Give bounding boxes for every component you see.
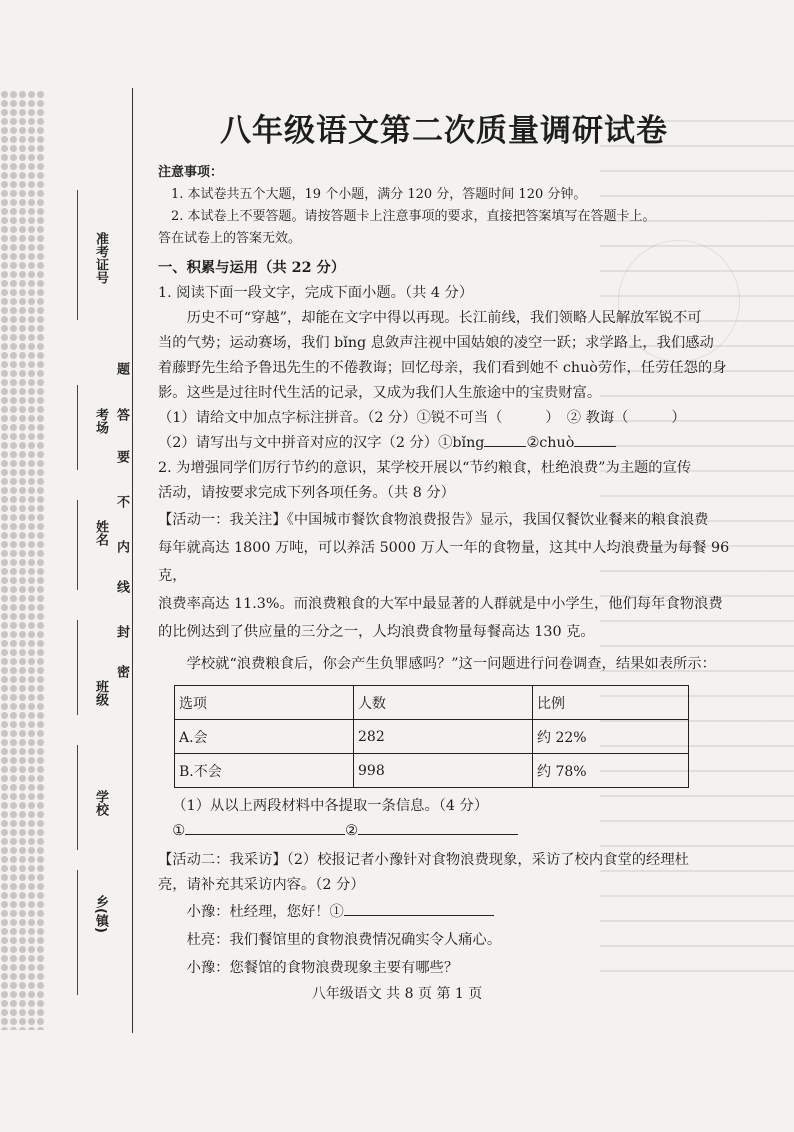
answer-marker-1: ① bbox=[172, 823, 186, 839]
notice-item-2: 2. 本试卷上不要答题。请按答题卡上注意事项的要求，直接把答案填写在答题卡上。 bbox=[171, 209, 656, 224]
table-header-cell: 比例 bbox=[533, 686, 689, 720]
table-cell: 282 bbox=[354, 720, 533, 754]
table-row bbox=[175, 720, 689, 754]
answer-blank-bing bbox=[484, 432, 526, 447]
page-footer: 八年级语文 共 8 页 第 1 页 bbox=[311, 986, 483, 1002]
q2-prompt-line-2: 活动，请按要求完成下列各项任务。（共 8 分） bbox=[158, 485, 455, 501]
activity-1-line-4: 的比例达到了供应量的三分之一，人均浪费食物量每餐高达 130 克。 bbox=[158, 624, 595, 640]
field-line-kc bbox=[77, 385, 78, 470]
activity-1-answer-lines bbox=[158, 819, 730, 844]
label-xx: 学校 bbox=[93, 790, 108, 816]
answer-blank-dialog bbox=[344, 901, 494, 916]
q1-sub-1: （1）请给文中加点字标注拼音。（2 分）①锐不可当（ ） ② 教诲（ ） bbox=[158, 410, 686, 426]
seal-char-8: 题 bbox=[114, 362, 129, 375]
q2-prompt-line-1: 2. 为增强同学们厉行节约的意识，某学校开展以“节约粮食，杜绝浪费”为主题的宣传 bbox=[158, 460, 692, 476]
seal-char-2: 封 bbox=[114, 625, 129, 638]
seal-char-4: 内 bbox=[114, 540, 129, 553]
dialog-line-2: 杜亮：我们餐馆里的食物浪费情况确实令人痛心。 bbox=[186, 932, 502, 948]
q1-sub-2-mid: ②chuò bbox=[526, 435, 575, 451]
q1-passage-line-3: 着藤野先生给予鲁迅先生的不倦教诲；回忆母亲，我们看到她不 chuò劳作，任劳任怨的身 bbox=[158, 360, 727, 376]
dialog-line-1 bbox=[158, 898, 730, 926]
table-header-cell: 选项 bbox=[175, 686, 354, 720]
activity-2-line-2: 亮，请补充其采访内容。（2 分） bbox=[158, 877, 365, 893]
q1-sub-2 bbox=[158, 431, 730, 456]
table-header-cell: 人数 bbox=[354, 686, 533, 720]
activity-1-line-3: 浪费率高达 11.3%。而浪费粮食的大军中最显著的人群就是中小学生，他们每年食物浪费 bbox=[158, 596, 723, 612]
answer-marker-2: ② bbox=[345, 823, 358, 839]
label-bj: 班级 bbox=[93, 680, 108, 706]
table-cell: 998 bbox=[354, 754, 533, 788]
dialog-line-1-text: 小豫：杜经理，您好！① bbox=[186, 904, 344, 920]
dialog-line-3: 小豫：您餐馆的食物浪费现象主要有哪些？ bbox=[186, 960, 459, 976]
seal-char-3: 线 bbox=[114, 580, 129, 593]
table-cell: B.不会 bbox=[175, 754, 354, 788]
field-line-bj bbox=[77, 620, 78, 715]
table-cell: 约 78% bbox=[533, 754, 689, 788]
notice-item-2-cont: 答在试卷上的答案无效。 bbox=[158, 231, 302, 246]
seal-char-5: 不 bbox=[114, 495, 129, 508]
field-line-xm bbox=[77, 500, 78, 590]
label-xz: 乡(镇) bbox=[93, 895, 108, 933]
answer-blank-chuo bbox=[574, 432, 616, 447]
section-1-heading: 一、积累与运用（共 22 分） bbox=[158, 260, 346, 276]
survey-table bbox=[174, 685, 689, 788]
punched-hole-strip bbox=[0, 90, 46, 1030]
q1-passage-line-1: 历史不可“穿越”，却能在文字中得以再现。长江前线，我们领略人民解放军锐不可 bbox=[186, 310, 702, 326]
answer-blank-1 bbox=[185, 820, 345, 835]
table-row bbox=[175, 754, 689, 788]
activity-1-question: （1）从以上两段材料中各提取一条信息。（4 分） bbox=[172, 798, 489, 814]
table-header-row bbox=[175, 686, 689, 720]
q1-passage-line-4: 影。这些是过往时代生活的记录，又成为我们人生旅途中的宝贵财富。 bbox=[158, 385, 602, 401]
main-content bbox=[158, 105, 730, 982]
notice-heading: 注意事项： bbox=[158, 165, 224, 180]
table-cell: 约 22% bbox=[533, 720, 689, 754]
notice-item-1: 1. 本试卷共五个大题，19 个小题，满分 120 分，答题时间 120 分钟。 bbox=[171, 187, 587, 202]
binding-line bbox=[132, 88, 133, 1033]
q1-sub-2-prefix: （2）请写出与文中拼音对应的汉字（2 分）①bǐng bbox=[158, 435, 485, 451]
q1-passage-line-2: 当的气势；运动赛场，我们 bǐng 息敛声注视中国姑娘的凌空一跃；求学路上，我们感动 bbox=[158, 335, 714, 351]
q1-prompt: 1. 阅读下面一段文字，完成下面小题。（共 4 分） bbox=[158, 285, 474, 301]
activity-2-line-1: 【活动二：我采访】（2）校报记者小豫针对食物浪费现象，采访了校内食堂的经理杜 bbox=[158, 852, 689, 868]
label-xm: 姓名 bbox=[93, 520, 108, 546]
survey-intro: 学校就“浪费粮食后，你会产生负罪感吗？”这一问题进行问卷调查，结果如表所示： bbox=[186, 656, 716, 672]
answer-blank-2 bbox=[358, 820, 518, 835]
seal-char-7: 答 bbox=[114, 408, 129, 421]
field-line-xz bbox=[77, 870, 78, 995]
field-line-zkzh bbox=[77, 190, 78, 320]
field-line-xx bbox=[77, 745, 78, 850]
activity-1-line-1: 【活动一：我关注】《中国城市餐饮食物浪费报告》显示，我国仅餐饮业餐来的粮食浪费 bbox=[158, 512, 709, 528]
seal-char-6: 要 bbox=[114, 450, 129, 463]
seal-char-1: 密 bbox=[114, 665, 129, 678]
table-cell: A.会 bbox=[175, 720, 354, 754]
label-kc: 考场 bbox=[93, 408, 108, 434]
label-zkzh: 准考证号 bbox=[93, 232, 108, 284]
page-title: 八年级语文第二次质量调研试卷 bbox=[220, 113, 668, 149]
activity-1-line-2: 每年就高达 1800 万吨，可以养活 5000 万人一年的食物量，这其中人均浪费量为每餐 96 克， bbox=[158, 540, 730, 584]
